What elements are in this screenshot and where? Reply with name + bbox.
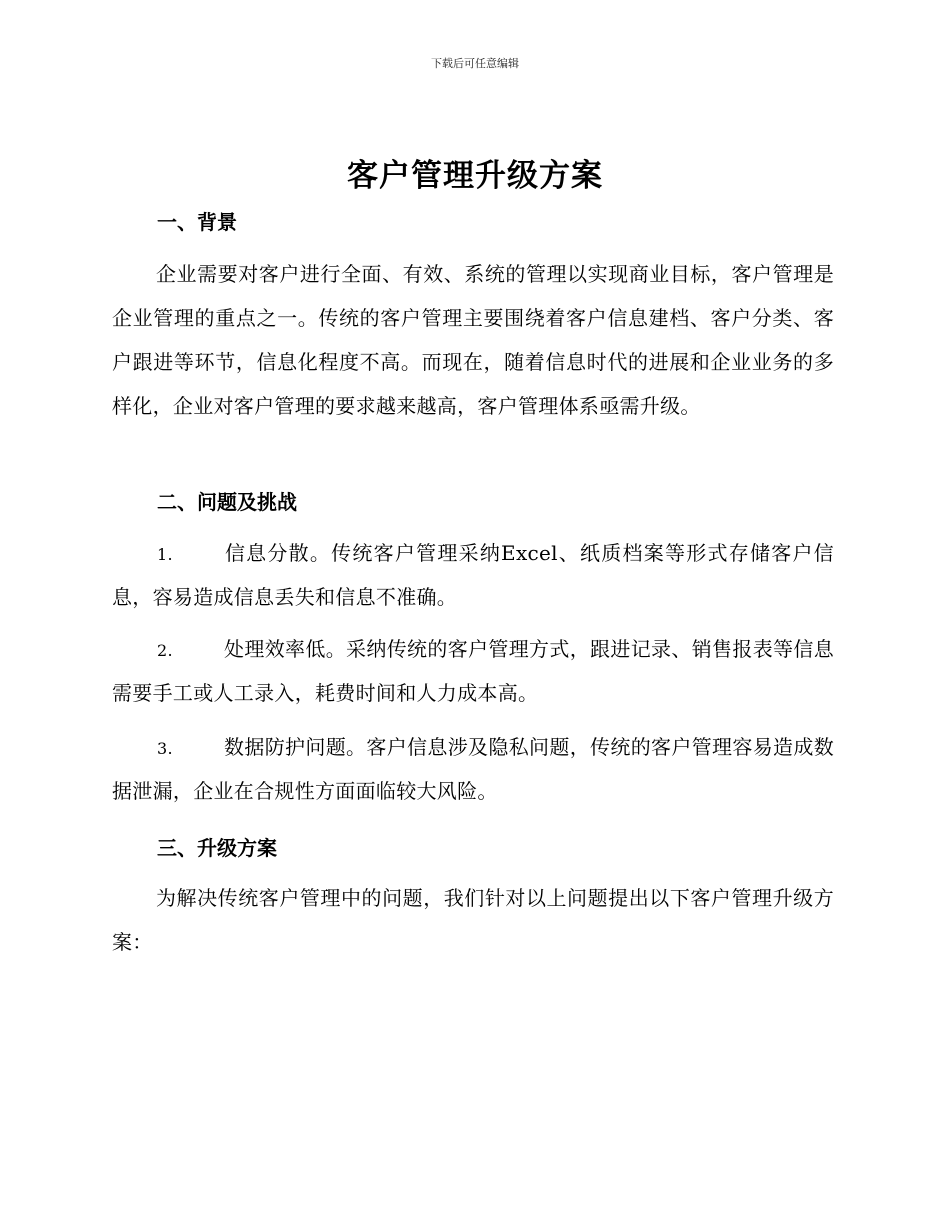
list-item xyxy=(112,726,834,812)
list-item-text: 数据防护问题。客户信息涉及隐私问题，传统的客户管理容易造成数据泄漏，企业在合规性方面面临较大风险。 xyxy=(112,735,834,803)
list-item-number: 3. xyxy=(157,739,173,758)
section-heading-challenges: 二、问题及挑战 xyxy=(157,490,297,514)
background-paragraph: 企业需要对客户进行全面、有效、系统的管理以实现商业目标，客户管理是企业管理的重点之一。传统的客户管理主要围绕着客户信息建档、客户分类、客户跟进等环节，信息化程度不高。而现在，随着信息时代的进展和企业业务的多样化，企业对客户管理的要求越来越高，客户管理体系亟需升级。 xyxy=(112,262,834,418)
list-item xyxy=(112,532,834,618)
list-item-number: 1. xyxy=(157,545,173,564)
list-item-number: 2. xyxy=(157,641,173,660)
section-heading-solution: 三、升级方案 xyxy=(157,836,277,860)
list-item-text: 信息分散。传统客户管理采纳Excel、纸质档案等形式存储客户信息，容易造成信息丢失和信息不准确。 xyxy=(112,541,834,609)
page-header-note: 下载后可任意编辑 xyxy=(431,57,519,70)
list-item xyxy=(112,628,834,714)
solution-paragraph: 为解决传统客户管理中的问题，我们针对以上问题提出以下客户管理升级方案： xyxy=(112,886,834,954)
list-item-text: 处理效率低。采纳传统的客户管理方式，跟进记录、销售报表等信息需要手工或人工录入，耗费时间和人力成本高。 xyxy=(112,637,834,705)
section-heading-background: 一、背景 xyxy=(157,210,237,234)
document-title: 客户管理升级方案 xyxy=(347,158,603,194)
